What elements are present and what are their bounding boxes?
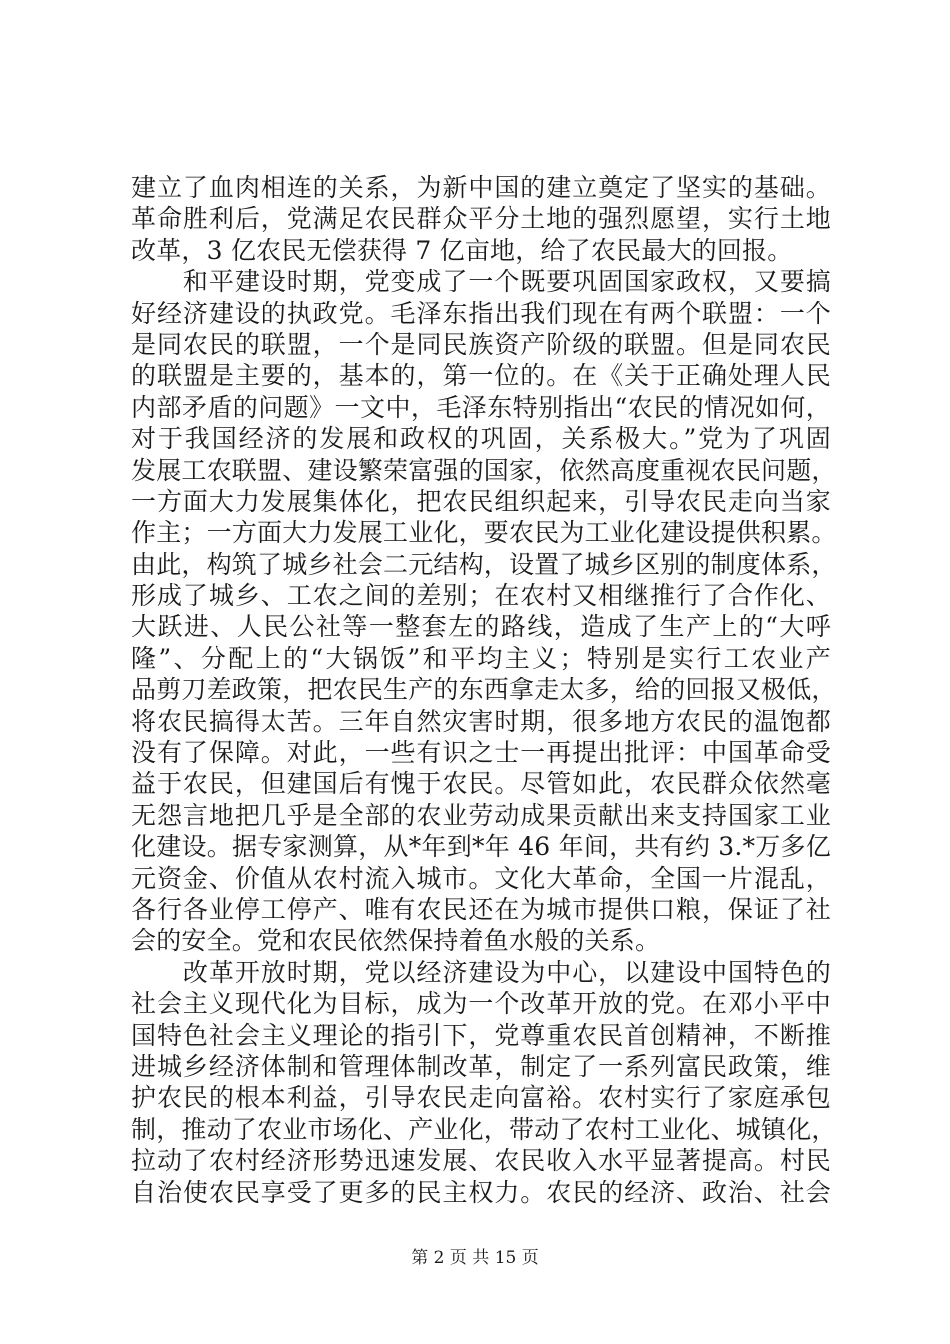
text-line: 内部矛盾的问题》一文中，毛泽东特别指出“农民的情况如何，: [131, 392, 831, 422]
text-line: 一方面大力发展集体化，把农民组织起来，引导农民走向当家: [131, 486, 831, 516]
text-line: 由此，构筑了城乡社会二元结构，设置了城乡区别的制度体系，: [131, 549, 837, 579]
text-line: 社会主义现代化为目标，成为一个改革开放的党。在邓小平中: [131, 989, 831, 1019]
text-line: 作主；一方面大力发展工业化，要农民为工业化建设提供积累。: [131, 518, 837, 548]
text-line: 好经济建设的执政党。毛泽东指出我们现在有两个联盟：一个: [131, 298, 831, 328]
text-line: 国特色社会主义理论的指引下，党尊重农民首创精神，不断推: [131, 1020, 831, 1050]
text-line: 是同农民的联盟，一个是同民族资产阶级的联盟。但是同农民: [131, 329, 831, 359]
text-line: 元资金、价值从农村流入城市。文化大革命，全国一片混乱，: [131, 863, 831, 893]
text-line: 护农民的根本利益，引导农民走向富裕。农村实行了家庭承包: [131, 1083, 831, 1113]
text-line: 自治使农民享受了更多的民主权力。农民的经济、政治、社会: [131, 1177, 831, 1207]
text-line: 形成了城乡、工农之间的差别；在农村又相继推行了合作化、: [131, 581, 831, 611]
text-line: 各行各业停工停产、唯有农民还在为城市提供口粮，保证了社: [131, 894, 831, 924]
text-line: 将农民搞得太苦。三年自然灾害时期，很多地方农民的温饱都: [131, 706, 831, 736]
text-line: 的联盟是主要的，基本的，第一位的。在《关于正确处理人民: [131, 361, 831, 391]
text-line: 化建设。据专家测算，从*年到*年 46 年间，共有约 3.*万多亿: [131, 832, 831, 862]
document-body: [131, 172, 837, 1208]
text-line: 发展工农联盟、建设繁荣富强的国家，依然高度重视农民问题，: [131, 455, 837, 485]
text-line: 没有了保障。对此，一些有识之士一再提出批评：中国革命受: [131, 738, 831, 768]
text-line: 制，推动了农业市场化、产业化，带动了农村工业化、城镇化，: [131, 1114, 837, 1144]
text-line: 会的安全。党和农民依然保持着鱼水般的关系。: [131, 926, 661, 956]
page-number-footer: 第 2 页 共 15 页: [411, 1248, 539, 1268]
text-line: 益于农民，但建国后有愧于农民。尽管如此，农民群众依然毫: [131, 769, 831, 799]
text-line: 建立了血肉相连的关系，为新中国的建立奠定了坚实的基础。: [131, 173, 831, 202]
text-line: 和平建设时期，党变成了一个既要巩固国家政权，又要搞: [131, 267, 831, 297]
text-line: 革命胜利后，党满足农民群众平分土地的强烈愿望，实行土地: [131, 204, 831, 234]
text-line: 大跃进、人民公社等一整套左的路线，造成了生产上的“大呼: [131, 612, 831, 642]
text-line: 隆”、分配上的“大锅饭”和平均主义；特别是实行工农业产: [131, 643, 831, 673]
text-line: 改革开放时期，党以经济建设为中心，以建设中国特色的: [131, 957, 831, 987]
text-line: 无怨言地把几乎是全部的农业劳动成果贡献出来支持国家工业: [131, 800, 831, 830]
text-line: 品剪刀差政策，把农民生产的东西拿走太多，给的回报又极低，: [131, 675, 837, 705]
text-line: 改革，3 亿农民无偿获得 7 亿亩地，给了农民最大的回报。: [131, 235, 793, 265]
text-line: 进城乡经济体制和管理体制改革，制定了一系列富民政策，维: [131, 1051, 831, 1081]
text-line: 对于我国经济的发展和政权的巩固，关系极大。”党为了巩固: [131, 424, 831, 454]
text-line: 拉动了农村经济形势迅速发展、农民收入水平显著提高。村民: [131, 1146, 831, 1176]
